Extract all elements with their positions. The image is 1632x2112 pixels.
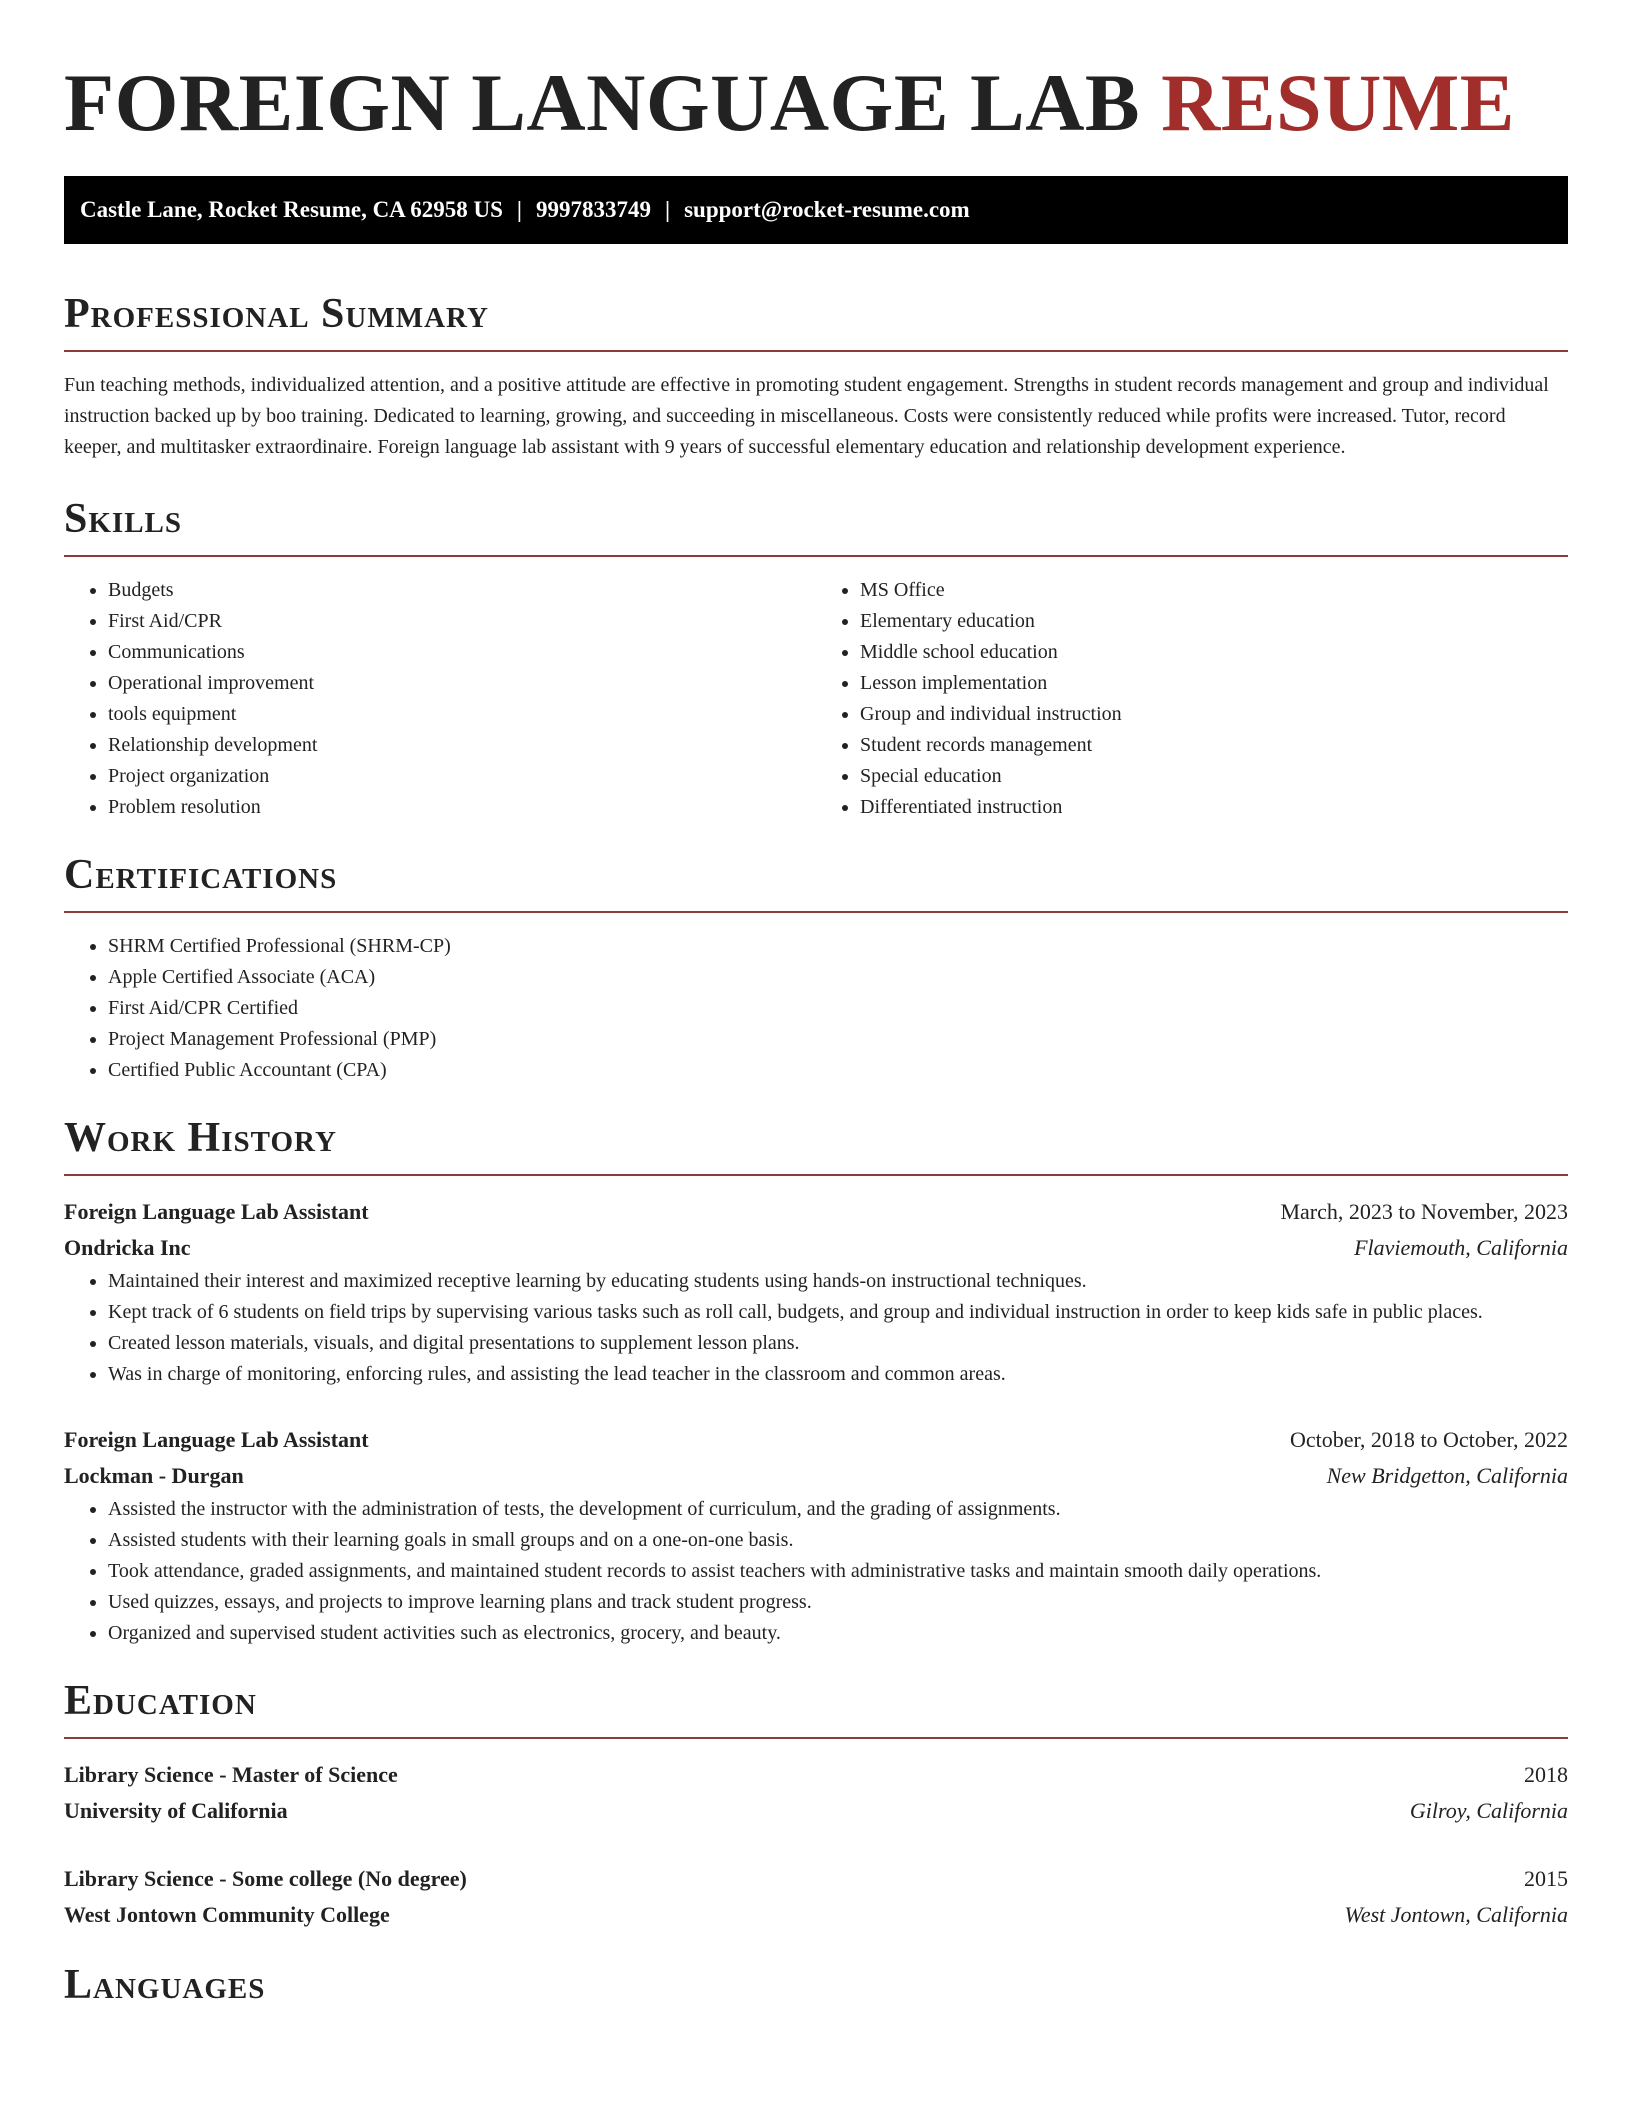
contact-phone: 9997833749 (536, 197, 651, 222)
education-heading: Education (64, 1678, 257, 1724)
summary-text: Fun teaching methods, individualized attention, and a positive attitude are effective in promoting student engagement. Strengths in student records management and group and individual instruction backed up by boo training. Dedicated to learning, growing, and succeeding in miscellaneous. Costs were consistently reduced while profits were increased. Tutor, record keeper, and multitasker extraordinaire. Foreign language lab assistant with 9 years of successful elementary education and relationship development experience. (64, 374, 1549, 458)
job-subheader (64, 1458, 1568, 1494)
contact-email: support@rocket-resume.com (684, 197, 970, 222)
contact-address: Castle Lane, Rocket Resume, CA 62958 US (80, 197, 503, 222)
job-title: Foreign Language Lab Assistant (64, 1199, 369, 1224)
contact-separator: | (516, 197, 522, 222)
job-header (64, 1422, 1568, 1458)
skills-heading: Skills (64, 496, 183, 542)
title-main: FOREIGN LANGUAGE LAB (64, 57, 1141, 148)
certifications-list (64, 931, 1568, 1086)
education-header (64, 1861, 1568, 1897)
certifications-heading: Certifications (64, 852, 338, 898)
contact-separator: | (665, 197, 671, 222)
title-accent: RESUME (1161, 57, 1515, 148)
section-divider (64, 911, 1568, 913)
job-bullet: • Organized and supervised student activities such as electronics, grocery, and beauty. (108, 1618, 1568, 1649)
summary-heading: Professional Summary (64, 291, 489, 337)
education-entry (64, 1757, 1568, 1829)
skills-list (64, 575, 1568, 823)
skill-item: • Student records management (860, 730, 1568, 761)
resume-title (64, 0, 1568, 148)
skill-item: • Elementary education (860, 606, 1568, 637)
education-year: 2015 (1524, 1866, 1568, 1891)
skill-item: • First Aid/CPR (108, 606, 816, 637)
job-bullet: • Was in charge of monitoring, enforcing rules, and assisting the lead teacher in the classroom and common areas. (108, 1359, 1568, 1390)
education-subheader (64, 1793, 1568, 1829)
section-divider (64, 1737, 1568, 1739)
education-school: West Jontown Community College (64, 1902, 390, 1927)
section-divider (64, 1174, 1568, 1176)
job-location: New Bridgetton, California (1326, 1463, 1568, 1488)
education-subheader (64, 1897, 1568, 1933)
skills-column-left (64, 575, 816, 823)
contact-bar (64, 176, 1568, 244)
education-header (64, 1757, 1568, 1793)
skill-item: • MS Office (860, 575, 1568, 606)
section-divider (64, 350, 1568, 352)
job-title: Foreign Language Lab Assistant (64, 1427, 369, 1452)
education-entry (64, 1861, 1568, 1933)
job-entry (64, 1422, 1568, 1649)
languages-heading: Languages (64, 1962, 266, 2008)
job-entry (64, 1194, 1568, 1390)
job-bullet: • Used quizzes, essays, and projects to improve learning plans and track student progress. (108, 1587, 1568, 1618)
education-school: University of California (64, 1798, 288, 1823)
skill-item: • Differentiated instruction (860, 792, 1568, 823)
job-bullets (64, 1494, 1568, 1649)
education-degree: Library Science - Some college (No degree) (64, 1866, 467, 1891)
skill-item: • Communications (108, 637, 816, 668)
job-location: Flaviemouth, California (1354, 1235, 1568, 1260)
skill-item: • Budgets (108, 575, 816, 606)
certification-item: • Certified Public Accountant (CPA) (108, 1055, 1568, 1086)
education-degree: Library Science - Master of Science (64, 1762, 398, 1787)
certification-item: • SHRM Certified Professional (SHRM-CP) (108, 931, 1568, 962)
skill-item: • Project organization (108, 761, 816, 792)
skill-item: • Middle school education (860, 637, 1568, 668)
skill-item: • Lesson implementation (860, 668, 1568, 699)
education-year: 2018 (1524, 1762, 1568, 1787)
skill-item: • tools equipment (108, 699, 816, 730)
certification-item: • Apple Certified Associate (ACA) (108, 962, 1568, 993)
job-company: Ondricka Inc (64, 1235, 191, 1260)
job-dates: October, 2018 to October, 2022 (1289, 1427, 1568, 1452)
certification-item: • First Aid/CPR Certified (108, 993, 1568, 1024)
job-header (64, 1194, 1568, 1230)
skill-item: • Problem resolution (108, 792, 816, 823)
skill-item: • Operational improvement (108, 668, 816, 699)
job-company: Lockman - Durgan (64, 1463, 244, 1488)
skill-item: • Relationship development (108, 730, 816, 761)
job-dates: March, 2023 to November, 2023 (1280, 1199, 1568, 1224)
job-bullet: • Took attendance, graded assignments, and maintained student records to assist teachers with administrative tasks and maintain smooth daily operations. (108, 1556, 1568, 1587)
work-heading: Work History (64, 1115, 337, 1161)
skill-item: • Special education (860, 761, 1568, 792)
section-divider (64, 555, 1568, 557)
skills-column-right (816, 575, 1568, 823)
education-location: West Jontown, California (1344, 1902, 1568, 1927)
job-subheader (64, 1230, 1568, 1266)
job-bullet: • Assisted the instructor with the administration of tests, the development of curriculum, and the grading of assignments. (108, 1494, 1568, 1525)
certification-item: • Project Management Professional (PMP) (108, 1024, 1568, 1055)
job-bullet: • Assisted students with their learning goals in small groups and on a one-on-one basis. (108, 1525, 1568, 1556)
skill-item: • Group and individual instruction (860, 699, 1568, 730)
job-bullets (64, 1266, 1568, 1390)
job-bullet: • Created lesson materials, visuals, and digital presentations to supplement lesson plans. (108, 1328, 1568, 1359)
job-bullet: • Kept track of 6 students on field trips by supervising various tasks such as roll call, budgets, and group and individual instruction in order to keep kids safe in public places. (108, 1297, 1568, 1328)
education-location: Gilroy, California (1409, 1798, 1568, 1823)
job-bullet: • Maintained their interest and maximized receptive learning by educating students using hands-on instructional techniques. (108, 1266, 1568, 1297)
